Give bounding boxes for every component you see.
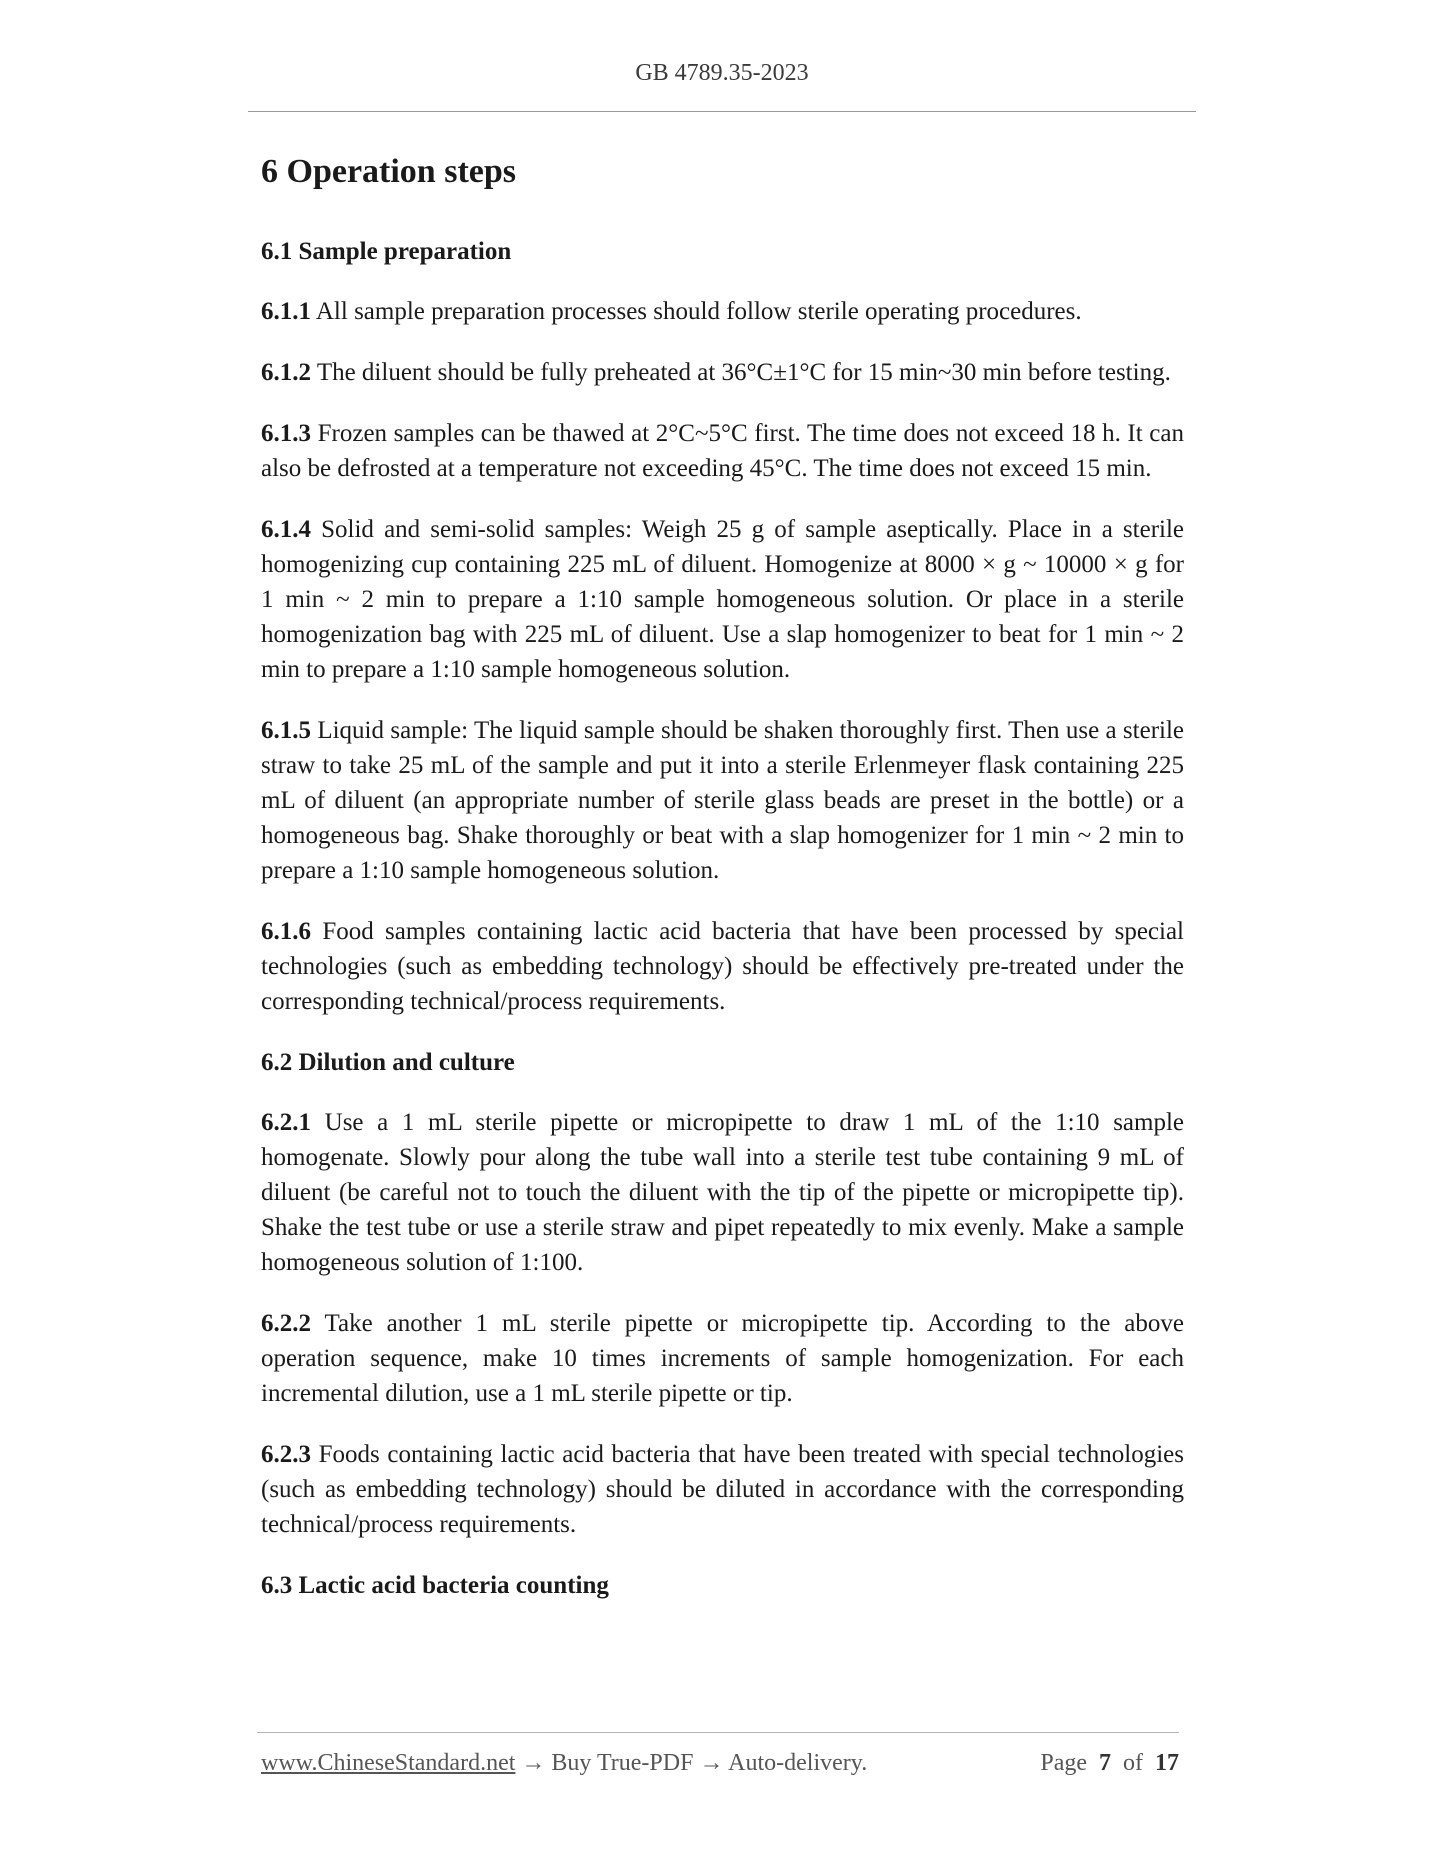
clause-text: All sample preparation processes should follow sterile operating procedures. xyxy=(315,298,1082,326)
page-footer xyxy=(261,1750,1179,1777)
clause-text: Liquid sample: The liquid sample should be shaken thoroughly first. Then use a sterile straw to take 25 mL of the sample and put it into a sterile Erlenmeyer flask containing 225 mL of diluent (an appropriate number of sterile glass beads are preset in the bottle) or a homogeneous bag. Shake thoroughly or beat with a slap homogenizer for 1 min ~ 2 min to prepare a 1:10 sample homogeneous solution. xyxy=(261,717,1185,885)
clause-paragraph xyxy=(261,416,1184,486)
clause-number: 6.1.5 xyxy=(261,717,311,745)
page-current: 7 xyxy=(1099,1750,1111,1776)
clause-paragraph xyxy=(261,355,1184,390)
footer-divider xyxy=(257,1732,1179,1733)
clause-number: 6.2.2 xyxy=(261,1310,311,1338)
document-body xyxy=(261,150,1184,1628)
page-indicator xyxy=(1040,1750,1179,1777)
subsection-title: 6.1 Sample preparation xyxy=(261,238,512,266)
site-link[interactable]: www.ChineseStandard.net xyxy=(261,1750,516,1776)
clause-paragraph xyxy=(261,294,1184,329)
clause-number: 6.2.1 xyxy=(261,1109,311,1137)
delivery-text: Auto-delivery. xyxy=(728,1750,868,1776)
page-label: Page xyxy=(1040,1750,1087,1776)
clause-text: The diluent should be fully preheated at 36°C±1°C for 15 min~30 min before testing. xyxy=(316,359,1171,387)
clause-number: 6.1.1 xyxy=(261,298,311,326)
clause-text: Solid and semi-solid samples: Weigh 25 g of sample aseptically. Place in a sterile homogenizing cup containing 225 mL of diluent. Homogenize at 8000 × g ~ 10000 × g for 1 min ~ 2 min to prepare a 1:10 sample homogeneous solution. Or place in a sterile homogenization bag with 225 mL of diluent. Use a slap homogenizer to beat for 1 min ~ 2 min to prepare a 1:10 sample homogeneous solution. xyxy=(261,516,1185,684)
clause-paragraph xyxy=(261,1105,1184,1280)
arrow-right-icon: → xyxy=(699,1750,724,1776)
clause-number: 6.1.4 xyxy=(261,516,311,544)
footer-promo xyxy=(261,1750,867,1777)
subsection-title: 6.2 Dilution and culture xyxy=(261,1049,515,1077)
clause-text: Frozen samples can be thawed at 2°C~5°C first. The time does not exceed 18 h. It can also be defrosted at a temperature not exceeding 45°C. The time does not exceed 15 min. xyxy=(261,420,1185,483)
page-total: 17 xyxy=(1155,1750,1179,1776)
subsection-title: 6.3 Lactic acid bacteria counting xyxy=(261,1572,609,1600)
page-header xyxy=(248,60,1196,87)
clause-number: 6.1.6 xyxy=(261,918,311,946)
clause-paragraph xyxy=(261,1306,1184,1411)
section-title: 6 Operation steps xyxy=(261,153,516,190)
clause-text: Take another 1 mL sterile pipette or micropipette tip. According to the above operation sequence, make 10 times increments of sample homogenization. For each incremental dilution, use a 1 mL sterile pipette or tip. xyxy=(261,1310,1184,1408)
clause-text: Use a 1 mL sterile pipette or micropipette to draw 1 mL of the 1:10 sample homogenate. Slowly pour along the tube wall into a sterile test tube containing 9 mL of diluent (be careful not to touch the diluent with the tip of the pipette or micropipette tip). Shake the test tube or use a sterile straw and pipet repeatedly to mix evenly. Make a sample homogeneous solution of 1:100. xyxy=(261,1109,1185,1277)
clause-text: Food samples containing lactic acid bacteria that have been processed by special technologies (such as embedding technology) should be effectively pre-treated under the corresponding technical/process requirements. xyxy=(261,918,1185,1016)
document-code: GB 4789.35-2023 xyxy=(635,60,809,86)
clause-paragraph xyxy=(261,512,1184,687)
clause-number: 6.1.2 xyxy=(261,359,311,387)
clause-paragraph xyxy=(261,914,1184,1019)
header-divider xyxy=(248,111,1196,112)
page-of: of xyxy=(1123,1750,1143,1776)
clause-number: 6.1.3 xyxy=(261,420,311,448)
clause-paragraph xyxy=(261,1437,1184,1542)
arrow-right-icon: → xyxy=(521,1750,546,1776)
clause-paragraph xyxy=(261,713,1184,888)
clause-text: Foods containing lactic acid bacteria that have been treated with special technologies (such as embedding technology) should be diluted in accordance with the corresponding technical/process requirements. xyxy=(261,1441,1185,1539)
buy-text: Buy True-PDF xyxy=(551,1750,694,1776)
clause-number: 6.2.3 xyxy=(261,1441,311,1469)
